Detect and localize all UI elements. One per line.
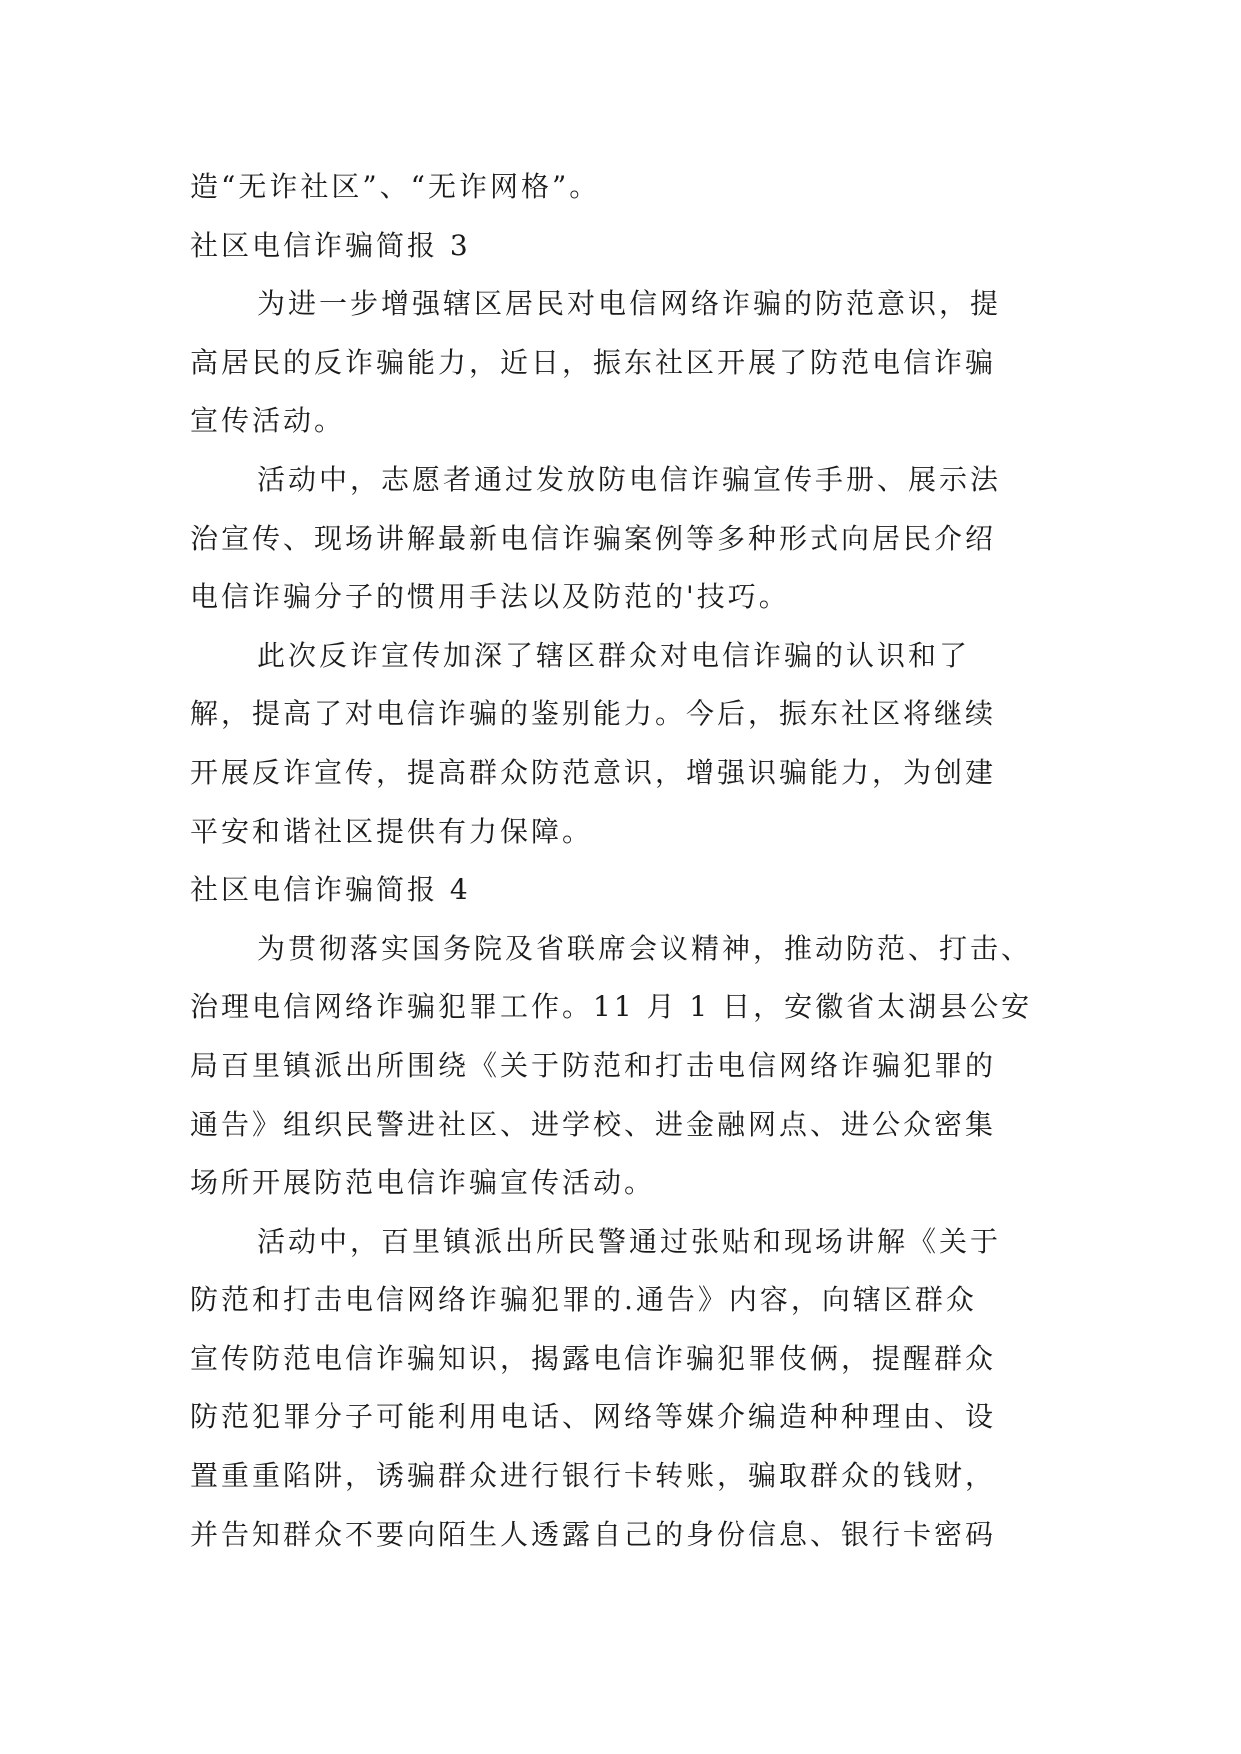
text-line: 治理电信网络诈骗犯罪工作。11 月 1 日，安徽省太湖县公安 <box>190 990 1033 1024</box>
text-line: 电信诈骗分子的惯用手法以及防范的'技巧。 <box>190 580 790 614</box>
text-line: 为进一步增强辖区居民对电信网络诈骗的防范意识，提 <box>257 287 1002 321</box>
text-line: 开展反诈宣传，提高群众防范意识，增强识骗能力，为创建 <box>190 755 997 789</box>
text-line: 置重重陷阱，诱骗群众进行银行卡转账，骗取群众的钱财， <box>190 1459 997 1493</box>
text-line: 高居民的反诈骗能力，近日，振东社区开展了防范电信诈骗 <box>190 345 997 379</box>
text-line: 活动中，志愿者通过发放防电信诈骗宣传手册、展示法 <box>257 462 1002 496</box>
section-heading: 社区电信诈骗简报 3 <box>190 228 471 262</box>
section-heading: 社区电信诈骗简报 4 <box>190 873 471 907</box>
text-line: 此次反诈宣传加深了辖区群众对电信诈骗的认识和了 <box>257 638 971 672</box>
text-line: 宣传防范电信诈骗知识，揭露电信诈骗犯罪伎俩，提醒群众 <box>190 1341 997 1375</box>
text-line: 通告》组织民警进社区、进学校、进金融网点、进公众密集 <box>190 1107 997 1141</box>
text-line: 防范和打击电信网络诈骗犯罪的.通告》内容，向辖区群众 <box>190 1283 977 1317</box>
text-line: 宣传活动。 <box>190 404 346 438</box>
text-line: 平安和谐社区提供有力保障。 <box>190 814 594 848</box>
text-line: 解，提高了对电信诈骗的鉴别能力。今后，振东社区将继续 <box>190 697 997 731</box>
text-line: 活动中，百里镇派出所民警通过张贴和现场讲解《关于 <box>257 1224 1002 1258</box>
text-line: 为贯彻落实国务院及省联席会议精神，推动防范、打击、 <box>257 931 1033 965</box>
text-line: 并告知群众不要向陌生人透露自己的身份信息、银行卡密码 <box>190 1517 997 1551</box>
text-line: 局百里镇派出所围绕《关于防范和打击电信网络诈骗犯罪的 <box>190 1048 997 1082</box>
text-line: 场所开展防范电信诈骗宣传活动。 <box>190 1166 656 1200</box>
document-body <box>190 158 1060 1564</box>
text-line: 造“无诈社区”、“无诈网格”。 <box>190 170 601 203</box>
text-line: 治宣传、现场讲解最新电信诈骗案例等多种形式向居民介绍 <box>190 521 997 555</box>
text-line: 防范犯罪分子可能利用电话、网络等媒介编造种种理由、设 <box>190 1400 997 1434</box>
